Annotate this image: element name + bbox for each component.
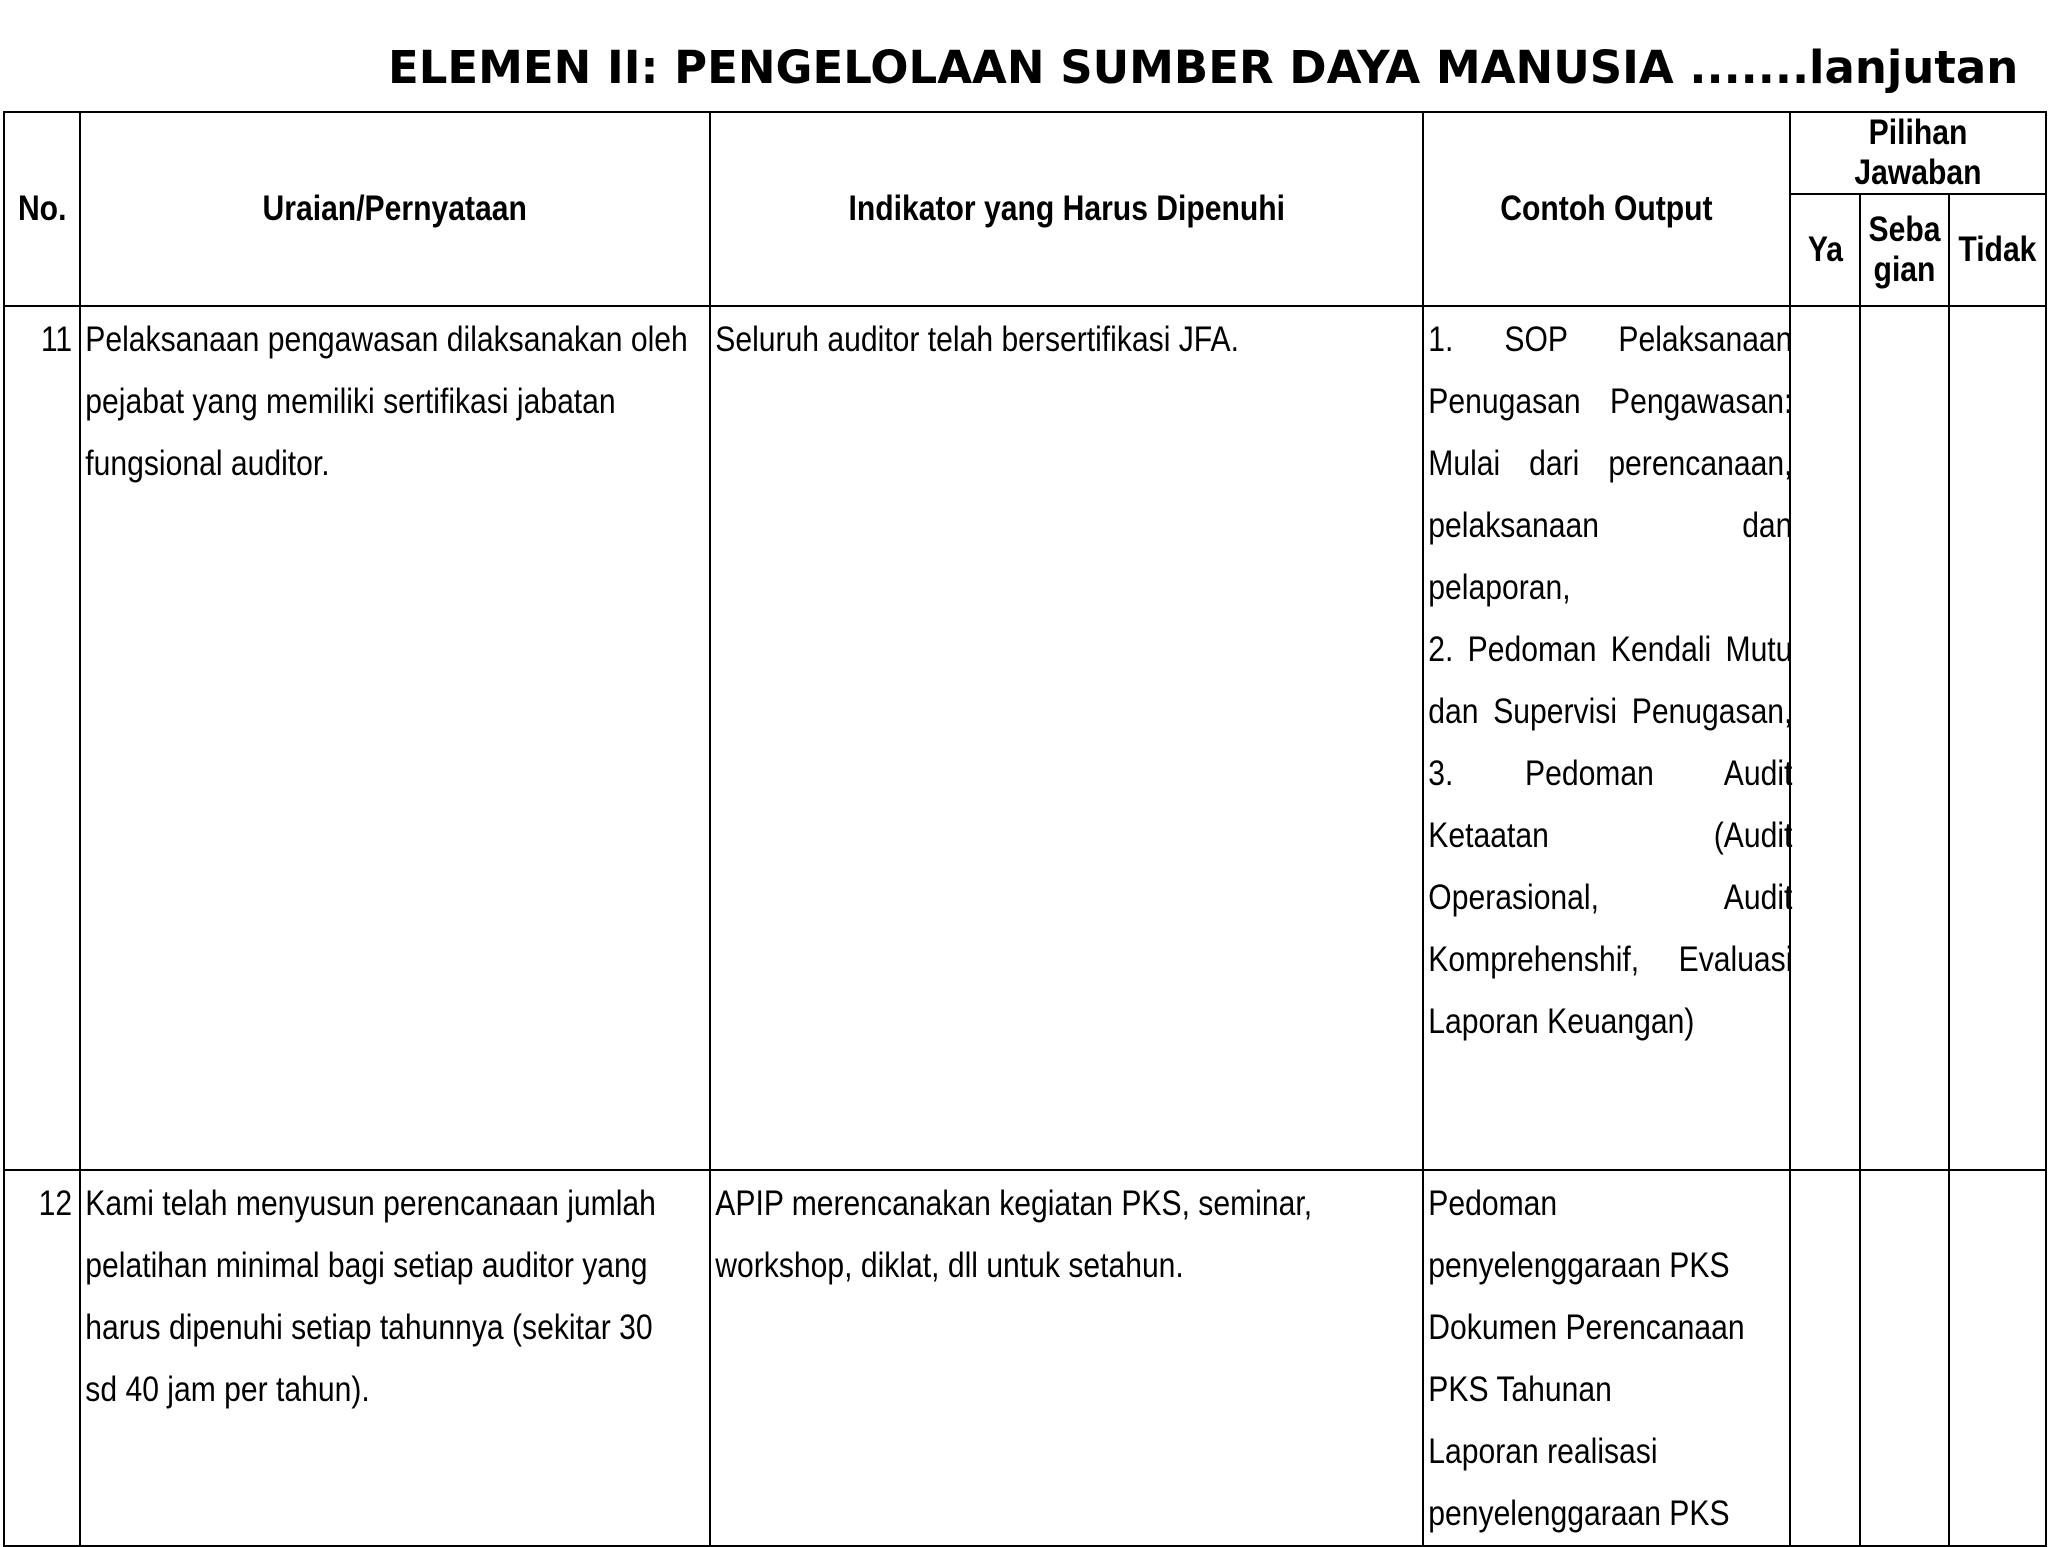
answer-ya-cell[interactable] — [1790, 306, 1860, 1170]
uraian-cell: Pelaksanaan pengawasan dilaksanakan oleh pejabat yang memiliki sertifikasi jabatan fungsional auditor. — [80, 306, 710, 1170]
answer-tidak-cell[interactable] — [1949, 1170, 2046, 1546]
answer-ya-cell[interactable] — [1790, 1170, 1860, 1546]
header-no: No. — [4, 112, 80, 306]
header-indikator: Indikator yang Harus Dipenuhi — [710, 112, 1423, 306]
header-contoh-output: Contoh Output — [1423, 112, 1790, 306]
contoh-output-cell: Pedoman penyelenggaraan PKS Dokumen Perencanaan PKS Tahunan Laporan realisasi penyelenggaraan PKS — [1423, 1170, 1790, 1546]
contoh-output-cell: 1. SOP Pelaksanaan Penugasan Pengawasan: Mulai dari perencanaan, pelaksanaan dan pelaporan, 2. Pedoman Kendali Mutu dan Supervisi Penugasan, 3. Pedoman Audit Ketaatan (Audit Operasional, Audit Komprehenshif, Evaluasi Laporan Keuangan) — [1423, 306, 1790, 1170]
indikator-cell: APIP merencanakan kegiatan PKS, seminar, workshop, diklat, dll untuk setahun. — [710, 1170, 1423, 1546]
header-tidak: Tidak — [1949, 194, 2046, 306]
table-row — [4, 306, 2046, 1170]
header-row-1 — [4, 112, 2046, 194]
header-pilihan-jawaban: Pilihan Jawaban — [1790, 112, 2046, 194]
indikator-cell: Seluruh auditor telah bersertifikasi JFA. — [710, 306, 1423, 1170]
header-ya: Ya — [1790, 194, 1860, 306]
answer-tidak-cell[interactable] — [1949, 306, 2046, 1170]
table-row — [4, 1170, 2046, 1546]
row-number-cell: 11 — [4, 306, 80, 1170]
row-number-cell: 12 — [4, 1170, 80, 1546]
uraian-cell: Kami telah menyusun perencanaan jumlah pelatihan minimal bagi setiap auditor yang harus dipenuhi setiap tahunnya (sekitar 30 sd 40 jam per tahun). — [80, 1170, 710, 1546]
header-sebagian: Seba gian — [1860, 194, 1949, 306]
page-title: ELEMEN II: PENGELOLAAN SUMBER DAYA MANUSIA .......lanjutan — [388, 41, 2019, 94]
answer-sebagian-cell[interactable] — [1860, 306, 1949, 1170]
header-uraian: Uraian/Pernyataan — [80, 112, 710, 306]
assessment-table — [3, 111, 2047, 1547]
answer-sebagian-cell[interactable] — [1860, 1170, 1949, 1546]
